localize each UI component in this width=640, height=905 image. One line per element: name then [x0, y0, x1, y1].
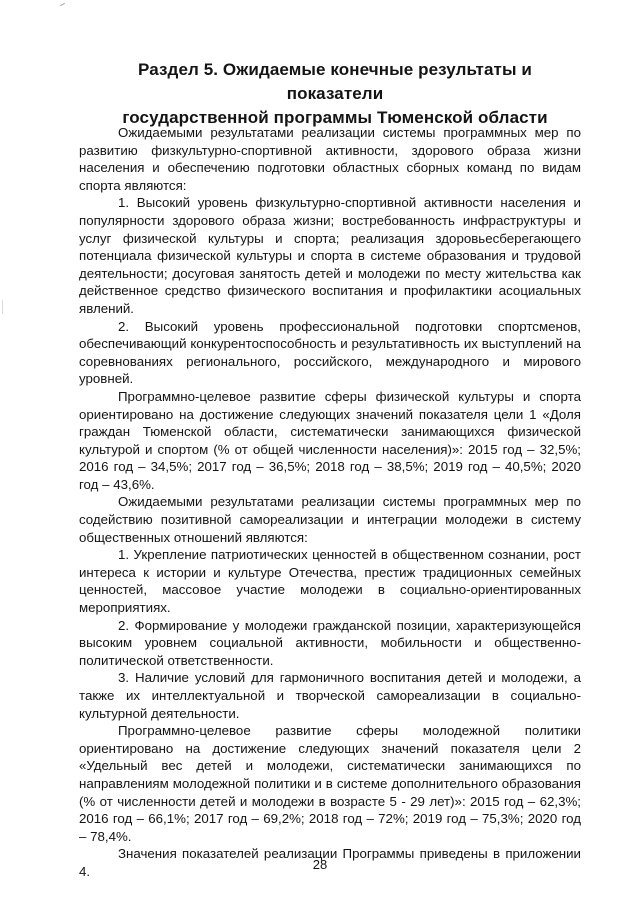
paragraph: Ожидаемыми результатами реализации системы программных мер по развитию физкультурно-спортивной активности, здорового образа жизни населения и обеспечению подготовки областных сборных команд по видам спорта являются:	[79, 125, 581, 193]
section-title	[90, 58, 580, 130]
paragraph: 2. Формирование у молодежи гражданской позиции, характеризующейся высоким уровнем социальной активности, мобильности и общественно-политической ответственности.	[79, 617, 581, 668]
paragraph: 1. Высокий уровень физкультурно-спортивной активности населения и популярности здорового образа жизни; востребованность инфраструктуры и услуг физической культуры и спорта; реализация здоровьесберегающего потенциала физической культуры и спорта в системе образования и трудовой деятельности; досуговая занятость детей и молодежи по месту жительства как действенное средство физического воспитания и профилактики асоциальных явлений.	[79, 195, 581, 316]
paragraph: Значения показателей реализации Программы приведены в приложении 4.	[79, 846, 581, 879]
paragraph: 1. Укрепление патриотических ценностей в общественном сознании, рост интереса к истории и культуре Отечества, престиж традиционных семейных ценностей, массовое участие молодежи в социально-ориентированных мероприятиях.	[79, 547, 581, 616]
paragraph: Ожидаемыми результатами реализации системы программных мер по содействию позитивной самореализации и интеграции молодежи в систему общественных отношений являются:	[79, 494, 581, 545]
paragraph: Программно-целевое развитие сферы молодежной политики ориентировано на достижение следующих значений показателя цели 2 «Удельный вес детей и молодежи, систематически занимающихся по направлениям молодежной политики и в системе дополнительного образования (% от численности детей и молодежи в возрасте 5 - 29 лет)»: 2015 год – 62,3%; 2016 год – 66,1%; 2017 год – 69,2%; 2018 год – 72%; 2019 год – 75,3%; 2020 год – 78,4%.	[79, 723, 581, 844]
body-text	[79, 124, 581, 881]
scan-artifact-left	[2, 300, 3, 314]
section-title-line-2: государственной программы Тюменской области	[122, 108, 548, 127]
section-title-line-1: Раздел 5. Ожидаемые конечные результаты и показатели	[138, 60, 532, 103]
paragraph: 3. Наличие условий для гармоничного воспитания детей и молодежи, а также их интеллектуальной и творческой самореализации в социально-культурной деятельности.	[79, 670, 581, 721]
paragraph: 2. Высокий уровень профессиональной подготовки спортсменов, обеспечивающий конкурентоспособность и результативность их выступлений на соревнованиях регионального, российского, международного и мирового уровней.	[79, 318, 581, 387]
scan-artifact-top	[60, 3, 65, 6]
page-number: 28	[312, 857, 328, 872]
paragraph: Программно-целевое развитие сферы физической культуры и спорта ориентировано на достижение следующих значений показателя цели 1 «Доля граждан Тюменской области, систематически занимающихся физической культурой и спортом (% от общей численности населения)»: 2015 год – 32,5%; 2016 год – 34,5%; 2017 год – 36,5%; 2018 год – 38,5%; 2019 год – 40,5%; 2020 год – 43,6%.	[79, 388, 581, 492]
